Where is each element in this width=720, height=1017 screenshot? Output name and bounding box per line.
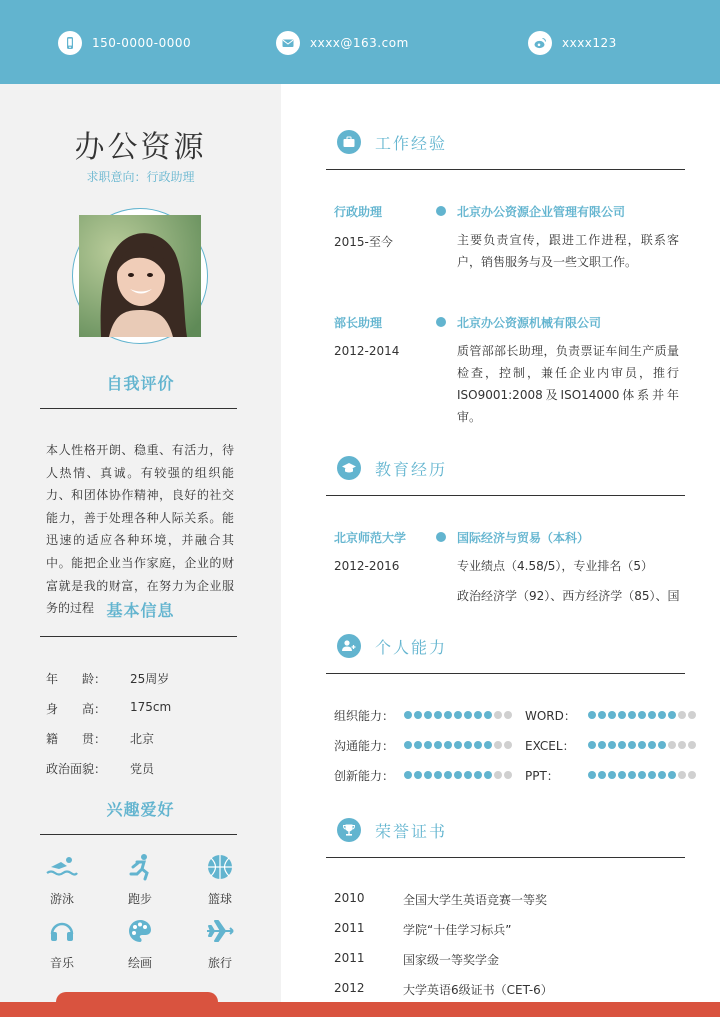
skill-label: EXCEL： [525, 739, 575, 753]
hobby-painting [120, 916, 160, 968]
rating-dot-filled [474, 741, 482, 749]
briefcase-icon [337, 130, 361, 154]
rating-dot-filled [658, 711, 666, 719]
rating-dot-filled [424, 741, 432, 749]
rating-dot-filled [648, 711, 656, 719]
rating-dot-filled [434, 741, 442, 749]
rating-dot-filled [424, 771, 432, 779]
rating-dot-empty [678, 741, 686, 749]
contact-weibo [528, 30, 617, 56]
sidebar [0, 84, 281, 1002]
self-eval-text: 本人性格开朗、稳重、有活力，待人热情、真诚。有较强的组织能力、和团体协作精神，良好的社交能力，善于处理各种人际关系。能迅速的适应各种环境，并融合其中。能把企业当作家庭，企业的财富就是我的财富，在努力为企业服务的过程 [46, 443, 234, 616]
email-text: xxxx@163.com [310, 36, 409, 50]
rating-dot-filled [404, 741, 412, 749]
info-value: 25周岁 [130, 672, 170, 686]
avatar-frame [72, 208, 208, 344]
job-intent [0, 168, 281, 184]
rating-dot-filled [618, 741, 626, 749]
rating-dot-filled [414, 711, 422, 719]
company-2: 北京办公资源机械有限公司 [457, 316, 602, 330]
info-row-hometown [46, 730, 154, 747]
phone-icon [58, 31, 82, 55]
rating-dot-filled [474, 771, 482, 779]
running-icon [120, 852, 160, 882]
rating-dot-filled [454, 771, 462, 779]
rating-dot-filled [424, 711, 432, 719]
skill-rating [404, 741, 514, 749]
skill-label: PPT： [525, 769, 559, 783]
rating-dot-filled [638, 741, 646, 749]
rating-dot-filled [658, 771, 666, 779]
rating-dot-filled [454, 711, 462, 719]
hobby-label: 旅行 [207, 956, 232, 970]
rating-dot-filled [588, 711, 596, 719]
weibo-text: xxxx123 [562, 36, 617, 50]
rating-dot-empty [504, 771, 512, 779]
basic-info-title: 基本信息 [106, 601, 175, 620]
skill-rating [404, 771, 514, 779]
swimming-icon [42, 852, 82, 882]
job-desc-2: 质管部部长助理，负责票证车间生产质量检查，控制，兼任企业内审员，推行ISO9001:2008及ISO14000体系并年审。 [457, 344, 679, 424]
rating-dot-filled [628, 711, 636, 719]
hobbies-divider [40, 834, 237, 835]
honor-text: 学院“十佳学习标兵” [403, 923, 512, 937]
info-row-height [46, 700, 171, 717]
rating-dot-filled [608, 741, 616, 749]
rating-dot-filled [414, 771, 422, 779]
education-courses: 政治经济学（92）、西方经济学（85）、国 [457, 589, 680, 603]
rating-dot-filled [404, 771, 412, 779]
rating-dot-empty [678, 711, 686, 719]
rating-dot-empty [494, 711, 502, 719]
rating-dot-filled [414, 741, 422, 749]
info-row-political [46, 760, 154, 777]
airplane-icon [200, 916, 240, 946]
headphones-icon [42, 916, 82, 946]
education-divider [326, 495, 685, 496]
rating-dot-filled [404, 711, 412, 719]
rating-dot-filled [648, 741, 656, 749]
hobby-label: 音乐 [49, 956, 74, 970]
rating-dot-filled [484, 711, 492, 719]
timeline-dot [436, 317, 446, 327]
hobby-label: 游泳 [49, 892, 74, 906]
info-row-age [46, 670, 169, 687]
rating-dot-filled [474, 711, 482, 719]
info-key: 身 高： [46, 702, 107, 716]
rating-dot-filled [434, 771, 442, 779]
graduation-cap-icon [337, 456, 361, 480]
rating-dot-filled [434, 711, 442, 719]
job-period-2: 2012-2014 [334, 344, 400, 358]
info-value: 北京 [130, 732, 155, 746]
rating-dot-filled [648, 771, 656, 779]
honor-text: 大学英语6级证书（CET-6） [403, 983, 553, 997]
skill-label: WORD： [525, 709, 576, 723]
job-period-1: 2015-至今 [334, 235, 393, 249]
candidate-name: 办公资源 [74, 130, 207, 165]
palette-icon [120, 916, 160, 946]
job-title-1: 行政助理 [334, 205, 383, 219]
rating-dot-filled [464, 771, 472, 779]
rating-dot-filled [618, 711, 626, 719]
self-eval-divider [40, 408, 237, 409]
rating-dot-empty [688, 711, 696, 719]
rating-dot-empty [494, 771, 502, 779]
rating-dot-empty [668, 741, 676, 749]
skills-title: 个人能力 [375, 638, 448, 657]
weibo-icon [528, 31, 552, 55]
rating-dot-filled [598, 771, 606, 779]
work-title: 工作经验 [375, 134, 448, 153]
rating-dot-filled [484, 771, 492, 779]
honor-year: 2010 [334, 891, 365, 905]
hobbies-title: 兴趣爱好 [106, 800, 175, 819]
major-name: 国际经济与贸易（本科） [457, 531, 590, 545]
trophy-icon [337, 818, 361, 842]
honor-year: 2011 [334, 951, 365, 965]
skill-rating [588, 741, 698, 749]
honors-divider [326, 857, 685, 858]
job-desc-1: 主要负责宣传，跟进工作进程，联系客户，销售服务与及一些文职工作。 [457, 233, 679, 269]
rating-dot-filled [444, 771, 452, 779]
rating-dot-filled [598, 711, 606, 719]
skill-label: 创新能力： [334, 769, 395, 783]
rating-dot-filled [638, 771, 646, 779]
info-value: 党员 [130, 762, 155, 776]
user-plus-icon [337, 634, 361, 658]
timeline-dot [436, 532, 446, 542]
rating-dot-filled [588, 741, 596, 749]
rating-dot-filled [454, 741, 462, 749]
rating-dot-empty [688, 771, 696, 779]
basketball-icon [200, 852, 240, 882]
job-intent-text: 求职意向：行政助理 [86, 170, 195, 184]
contact-email [276, 30, 409, 56]
rating-dot-filled [608, 711, 616, 719]
hobby-swimming [42, 852, 82, 904]
rating-dot-filled [668, 771, 676, 779]
education-gpa: 专业绩点（4.58/5），专业排名（5） [457, 559, 654, 573]
skill-rating [588, 711, 698, 719]
work-divider [326, 169, 685, 170]
rating-dot-empty [688, 741, 696, 749]
rating-dot-filled [444, 711, 452, 719]
phone-text: 150-0000-0000 [92, 36, 192, 50]
rating-dot-filled [658, 741, 666, 749]
hobby-music [42, 916, 82, 968]
skill-label: 沟通能力： [334, 739, 395, 753]
skills-divider [326, 673, 685, 674]
contact-phone [58, 30, 191, 56]
self-eval-title: 自我评价 [106, 374, 175, 393]
info-key: 年 龄： [46, 672, 107, 686]
mail-icon [276, 31, 300, 55]
honor-year: 2011 [334, 921, 365, 935]
hobby-travel [200, 916, 240, 968]
rating-dot-filled [628, 741, 636, 749]
rating-dot-filled [598, 741, 606, 749]
job-title-2: 部长助理 [334, 316, 383, 330]
company-1: 北京办公资源企业管理有限公司 [457, 205, 626, 219]
rating-dot-filled [464, 711, 472, 719]
hobby-label: 篮球 [207, 892, 232, 906]
timeline-dot [436, 206, 446, 216]
rating-dot-empty [678, 771, 686, 779]
skill-rating [404, 711, 514, 719]
rating-dot-filled [628, 771, 636, 779]
rating-dot-filled [588, 771, 596, 779]
rating-dot-empty [504, 711, 512, 719]
skill-label: 组织能力： [334, 709, 395, 723]
info-value: 175cm [130, 700, 172, 714]
rating-dot-filled [608, 771, 616, 779]
rating-dot-filled [668, 711, 676, 719]
school-name: 北京师范大学 [334, 531, 407, 545]
rating-dot-filled [484, 741, 492, 749]
rating-dot-empty [494, 741, 502, 749]
honor-text: 国家级一等奖学金 [403, 953, 500, 967]
skill-rating [588, 771, 698, 779]
rating-dot-filled [638, 711, 646, 719]
rating-dot-empty [504, 741, 512, 749]
honors-title: 荣誉证书 [375, 822, 448, 841]
honor-year: 2012 [334, 981, 365, 995]
hobby-label: 跑步 [127, 892, 152, 906]
rating-dot-filled [464, 741, 472, 749]
rating-dot-filled [444, 741, 452, 749]
education-period: 2012-2016 [334, 559, 400, 573]
rating-dot-filled [618, 771, 626, 779]
hobby-label: 绘画 [127, 956, 152, 970]
info-key: 籍 贯： [46, 732, 107, 746]
info-key: 政治面貌： [46, 762, 107, 776]
education-title: 教育经历 [375, 460, 448, 479]
hobby-running [120, 852, 160, 904]
hobby-basketball [200, 852, 240, 904]
honor-text: 全国大学生英语竞赛一等奖 [403, 893, 548, 907]
footer-bar [0, 1002, 720, 1017]
avatar [79, 215, 201, 337]
basic-info-divider [40, 636, 237, 637]
